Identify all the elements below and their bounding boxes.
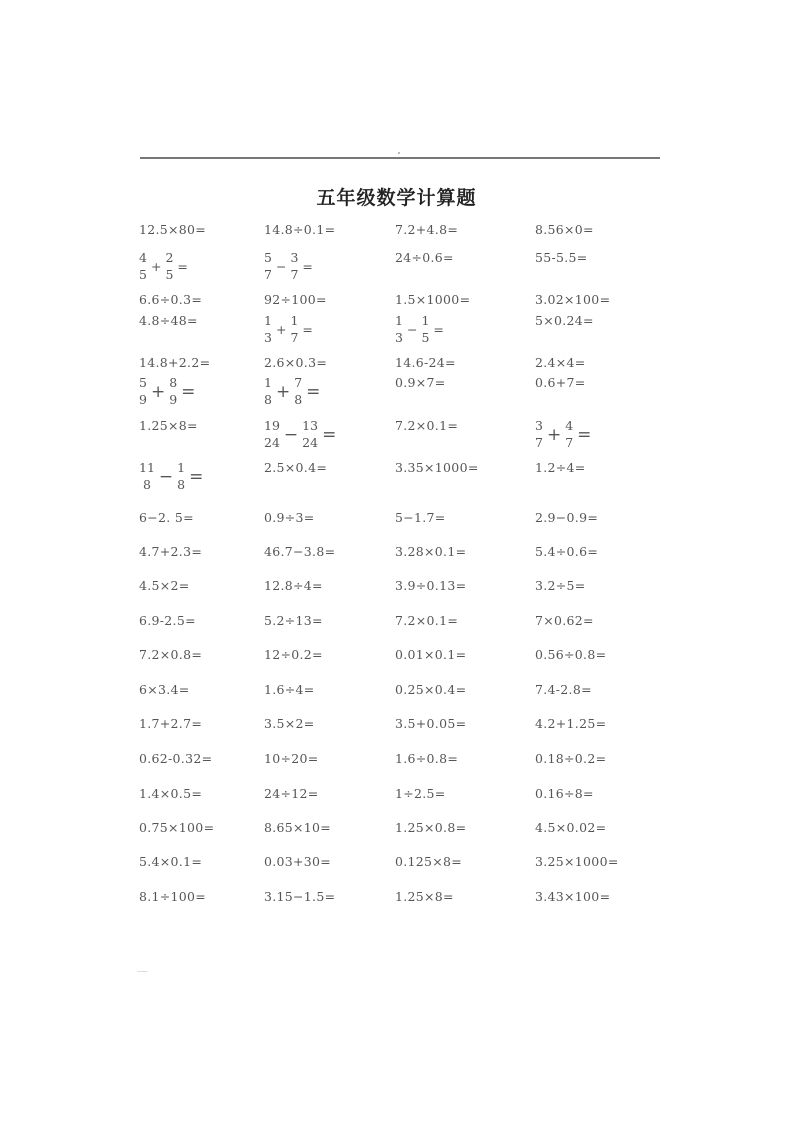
problem-item: 0.9÷3= [264, 510, 315, 525]
problem-item: 0.9×7= [395, 375, 446, 390]
problem-item: 5.2÷13= [264, 613, 323, 628]
fraction: 3 7 [535, 418, 543, 450]
operator: = [302, 322, 313, 338]
problem-item: 3.25×1000= [535, 854, 619, 869]
fraction: 4 5 [139, 250, 147, 282]
problem-item: 7.4-2.8= [535, 682, 592, 697]
problem-item: 6−2. 5= [139, 510, 194, 525]
fraction: 3 7 [290, 250, 299, 282]
problem-item: 4.7+2.3= [139, 544, 203, 559]
problem-item: 4.2+1.25= [535, 716, 607, 731]
problem-item: 6.9-2.5= [139, 613, 196, 628]
problem-item: 5.4×0.1= [139, 854, 203, 869]
problem-item: 1.5×1000= [395, 292, 471, 307]
problem-item: 0.01×0.1= [395, 647, 467, 662]
fraction: 8 9 [169, 375, 178, 407]
problem-item: 1.2÷4= [535, 460, 586, 475]
problem-item: 3.35×1000= [395, 460, 479, 475]
operator: + [275, 381, 291, 402]
problem-item: 5−1.7= [395, 510, 446, 525]
fraction: 1 5 [421, 313, 430, 345]
problem-item: 3.15−1.5= [264, 889, 336, 904]
fraction-problem [139, 460, 207, 494]
fraction: 5 7 [264, 250, 272, 282]
problem-item: 2.9−0.9= [535, 510, 599, 525]
problem-item: 7.2+4.8= [395, 222, 459, 237]
problem-item: 3.02×100= [535, 292, 611, 307]
problem-item: 1.6÷0.8= [395, 751, 459, 766]
fraction: 7 8 [294, 375, 303, 407]
problem-item: 24÷12= [264, 786, 319, 801]
problem-item: 0.125×8= [395, 854, 463, 869]
problem-item: 0.25×0.4= [395, 682, 467, 697]
problem-item: 7.2×0.1= [395, 418, 459, 433]
problem-item: 12÷0.2= [264, 647, 323, 662]
problem-item: 6.6÷0.3= [139, 292, 203, 307]
problem-item: 14.8÷0.1= [264, 222, 336, 237]
problem-item: 1.25×8= [395, 889, 454, 904]
problem-item: 4.8÷48= [139, 313, 198, 328]
header-rule [140, 157, 660, 159]
problem-item: 24÷0.6= [395, 250, 454, 265]
operator: = [181, 381, 196, 402]
problem-item: 3.5×2= [264, 716, 315, 731]
problem-item: 1.7+2.7= [139, 716, 203, 731]
fraction: 1 3 [395, 313, 403, 345]
problem-item: 14.8+2.2= [139, 355, 211, 370]
problem-item: 3.5+0.05= [395, 716, 467, 731]
operator: − [275, 259, 287, 275]
operator: = [189, 466, 204, 487]
fraction: 1 8 [264, 375, 272, 407]
problem-item: 0.18÷0.2= [535, 751, 607, 766]
operator: = [177, 259, 188, 275]
problem-item: 0.03+30= [264, 854, 332, 869]
fraction-problem [535, 418, 595, 452]
problem-item: 10÷20= [264, 751, 319, 766]
problem-item: 1.6÷4= [264, 682, 315, 697]
operator: + [150, 259, 162, 275]
fraction: 13 24 [302, 418, 319, 450]
operator: = [306, 381, 321, 402]
fraction: 4 7 [565, 418, 574, 450]
problem-item: 2.5×0.4= [264, 460, 328, 475]
footer-mark [137, 971, 147, 972]
problem-item: 6×3.4= [139, 682, 190, 697]
problem-item: 14.6-24= [395, 355, 456, 370]
problem-item: 46.7−3.8= [264, 544, 336, 559]
problem-item: 1.25×8= [139, 418, 198, 433]
problem-item: 12.8÷4= [264, 578, 323, 593]
fraction: 5 9 [139, 375, 147, 407]
problem-item: 1÷2.5= [395, 786, 446, 801]
problem-item: 7×0.62= [535, 613, 594, 628]
fraction-problem [395, 313, 448, 347]
problem-item: 0.6+7= [535, 375, 586, 390]
fraction: 11 8 [139, 460, 155, 492]
fraction-problem [139, 250, 192, 284]
fraction: 2 5 [165, 250, 174, 282]
problem-item: 3.9÷0.13= [395, 578, 467, 593]
problem-item: 0.62-0.32= [139, 751, 213, 766]
problem-item: 2.6×0.3= [264, 355, 328, 370]
problem-item: 7.2×0.1= [395, 613, 459, 628]
problem-item: 92÷100= [264, 292, 327, 307]
problem-item: 7.2×0.8= [139, 647, 203, 662]
page-title: 五年级数学计算题 [316, 187, 477, 209]
fraction-problem [264, 313, 317, 347]
operator: − [283, 424, 299, 445]
operator: + [275, 322, 287, 338]
problem-item: 8.56×0= [535, 222, 594, 237]
problem-item: 55-5.5= [535, 250, 588, 265]
problem-item: 3.43×100= [535, 889, 611, 904]
fraction-problem [264, 375, 324, 409]
operator: = [322, 424, 337, 445]
operator: = [302, 259, 313, 275]
header-dot [398, 152, 400, 154]
operator: = [577, 424, 592, 445]
problem-item: 5×0.24= [535, 313, 594, 328]
fraction: 1 7 [290, 313, 299, 345]
operator: + [546, 424, 562, 445]
fraction: 1 3 [264, 313, 272, 345]
operator: − [158, 466, 174, 487]
problem-item: 0.56÷0.8= [535, 647, 607, 662]
fraction-problem [264, 418, 340, 452]
fraction: 1 8 [177, 460, 186, 492]
fraction-problem [264, 250, 317, 284]
problem-item: 12.5×80= [139, 222, 207, 237]
problem-item: 4.5×2= [139, 578, 190, 593]
problem-item: 4.5×0.02= [535, 820, 607, 835]
problem-item: 5.4÷0.6= [535, 544, 599, 559]
problem-item: 1.4×0.5= [139, 786, 203, 801]
problem-item: 8.1÷100= [139, 889, 207, 904]
problem-item: 0.75×100= [139, 820, 215, 835]
problem-item: 1.25×0.8= [395, 820, 467, 835]
problem-item: 2.4×4= [535, 355, 586, 370]
problem-item: 8.65×10= [264, 820, 332, 835]
operator: − [406, 322, 418, 338]
problem-item: 3.28×0.1= [395, 544, 467, 559]
fraction-problem [139, 375, 199, 409]
problem-item: 3.2÷5= [535, 578, 586, 593]
operator: + [150, 381, 166, 402]
problem-item: 0.16÷8= [535, 786, 594, 801]
fraction: 19 24 [264, 418, 280, 450]
operator: = [433, 322, 444, 338]
